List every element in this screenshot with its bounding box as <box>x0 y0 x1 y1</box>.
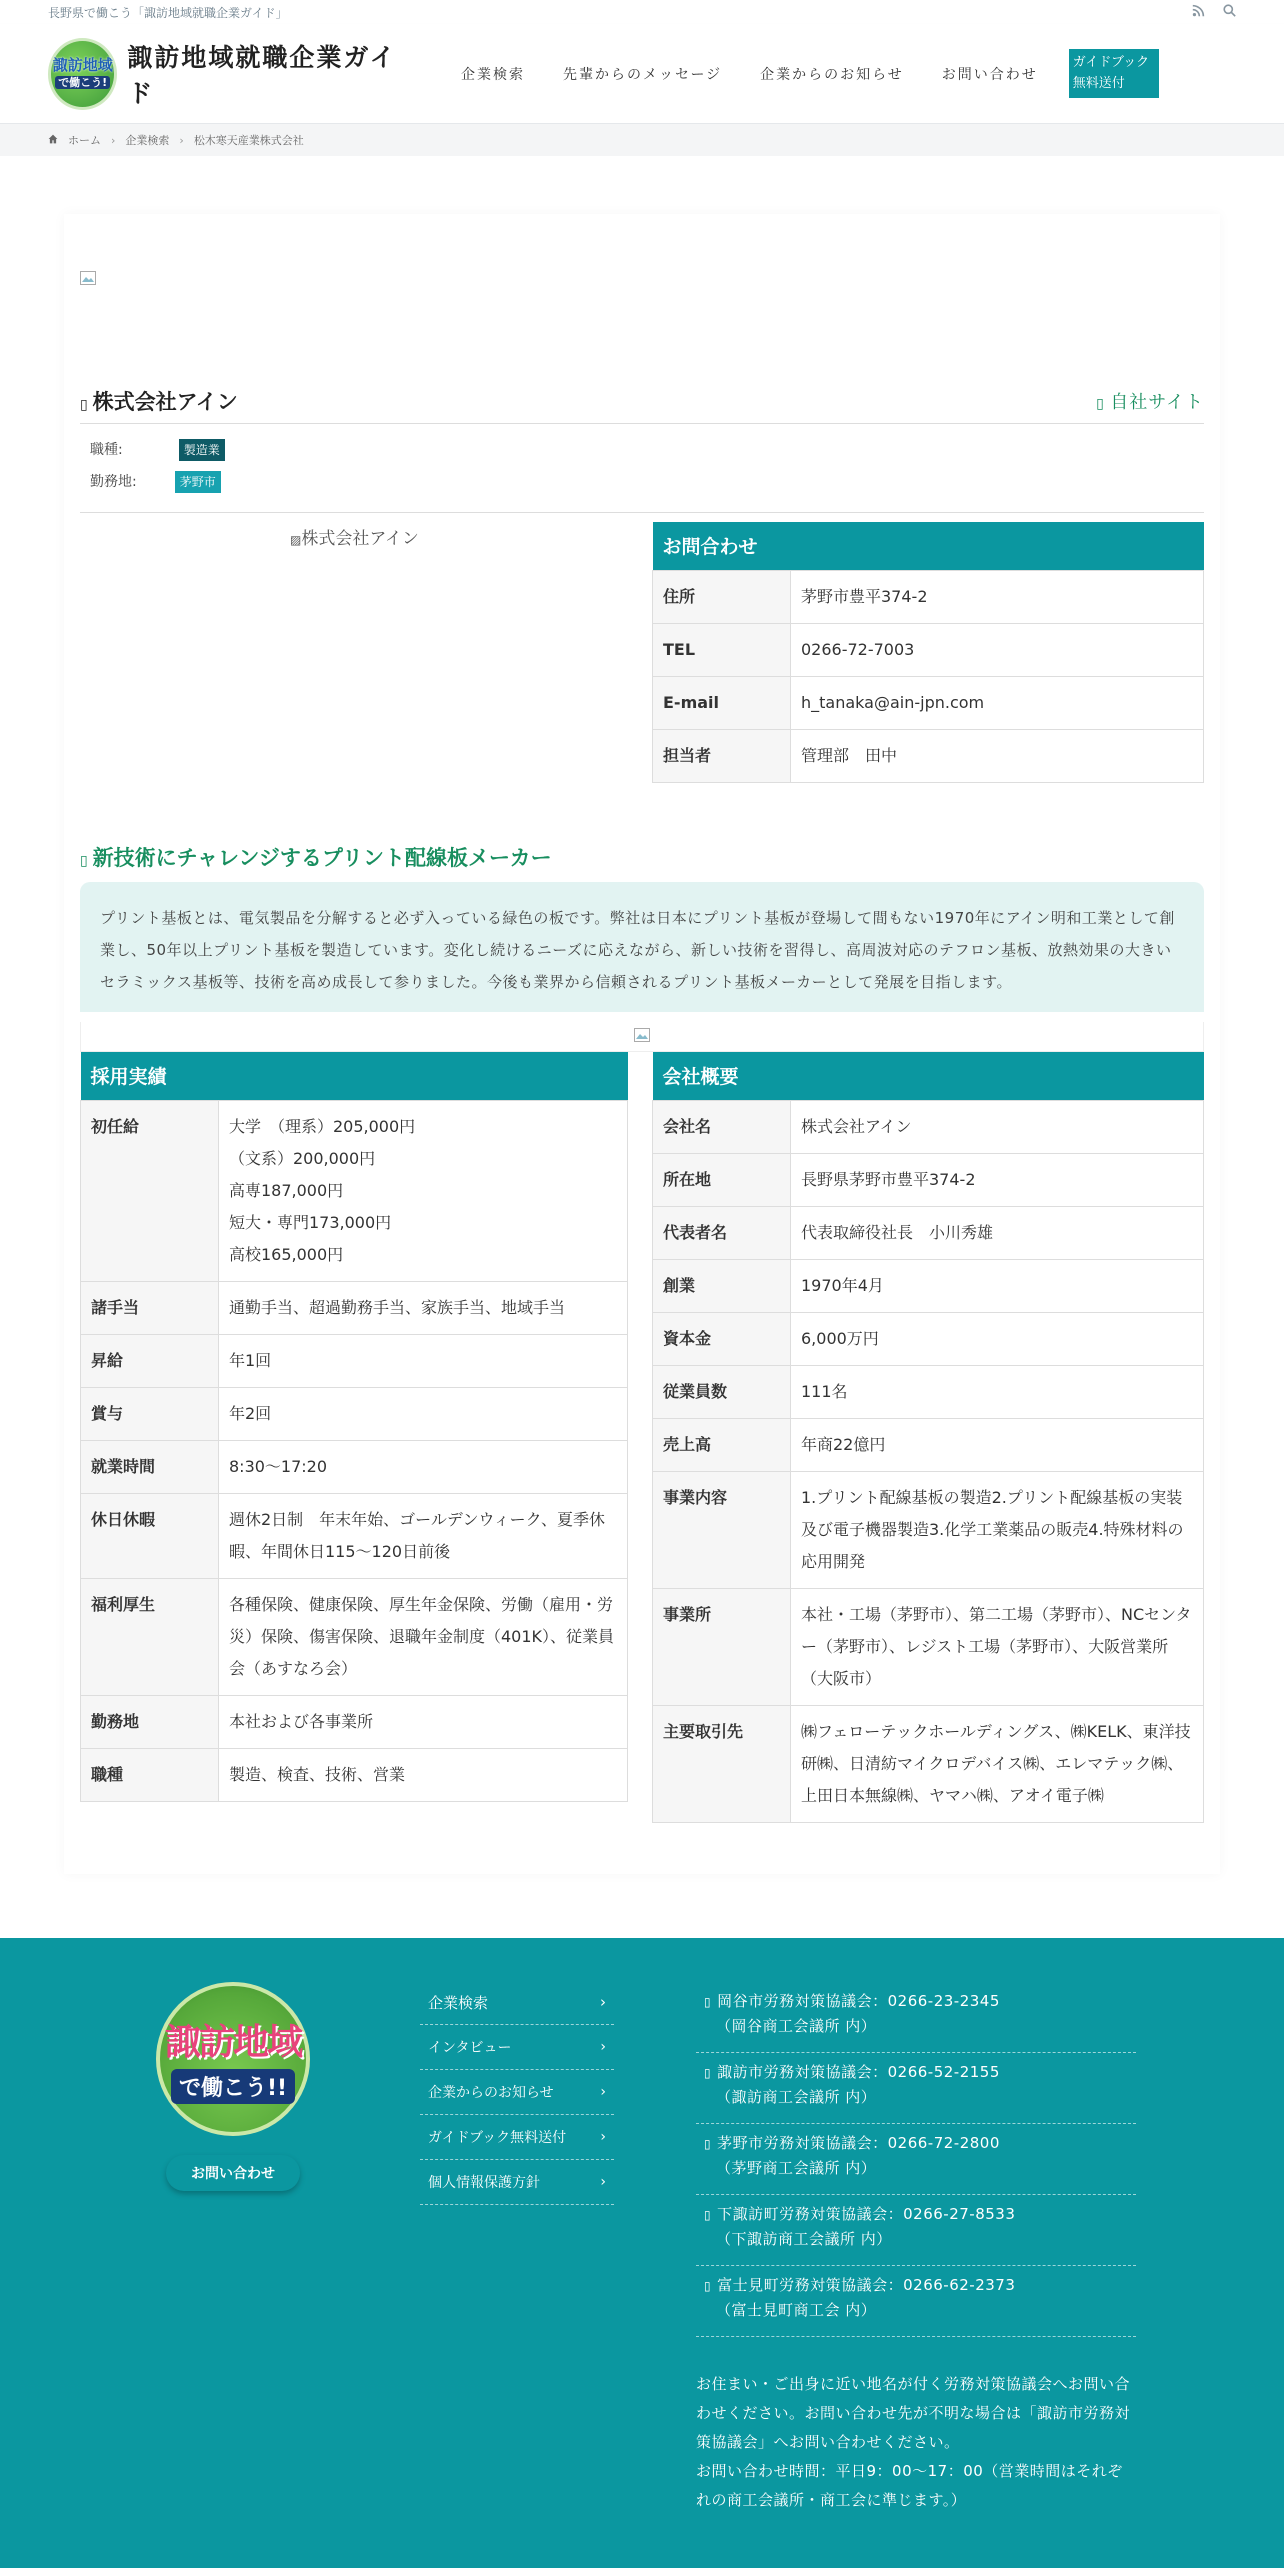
breadcrumb-home[interactable]: ホーム <box>68 134 101 147</box>
contact-value: 茅野市豊平374-2 <box>791 570 1204 623</box>
footer-link-privacy[interactable] <box>420 2160 614 2205</box>
table-row <box>81 1748 628 1801</box>
footer-logo-line1: 諏訪地域 <box>164 2022 301 2063</box>
chevron-right-icon: › <box>600 2129 606 2145</box>
footer-hours: お問い合わせ時間：平日9：00〜17：00（営業時間はそれぞれの商工会議所・商工会に準じます。） <box>696 2462 1123 2509</box>
site-header <box>0 24 1284 124</box>
main-content <box>64 214 1220 1874</box>
overview-value: 6,000万円 <box>791 1312 1204 1365</box>
salary-line: 高専187,000円 <box>229 1180 344 1200</box>
chevron-right-icon: › <box>179 133 184 147</box>
footer-contact-button[interactable]: お問い合わせ <box>166 2155 300 2191</box>
footer-link-interview[interactable] <box>420 2025 614 2070</box>
chevron-right-icon: › <box>600 1993 606 2011</box>
company-title-bar <box>80 378 1204 424</box>
footer-link-label: 個人情報保護方針 <box>428 2175 540 2191</box>
recruit-key: 福利厚生 <box>81 1578 219 1695</box>
overview-value: 111名 <box>791 1365 1204 1418</box>
logo-badge <box>48 38 117 110</box>
office-phone[interactable]: 下諏訪町労務対策協議会：0266-27-8533 <box>717 2205 1016 2223</box>
overview-key: 主要取引先 <box>653 1705 791 1822</box>
overview-value: 株式会社アイン <box>791 1100 1204 1153</box>
company-photo <box>290 524 419 549</box>
site-tagline: 長野県で働こう「諏訪地域就職企業ガイド」 <box>48 5 288 20</box>
contact-table <box>652 522 1204 783</box>
site-logo[interactable] <box>48 38 412 110</box>
top-icons <box>1192 4 1236 20</box>
main-nav <box>442 49 1159 99</box>
nav-senior-messages[interactable]: 先輩からのメッセージ <box>563 66 723 83</box>
recruit-key: 就業時間 <box>81 1440 219 1493</box>
overview-key: 創業 <box>653 1259 791 1312</box>
office-location: （下諏訪商工会議所 内） <box>716 2230 892 2248</box>
location-label: 勤務地: <box>90 474 137 490</box>
phone-icon: ▯ <box>704 2137 712 2151</box>
search-icon[interactable] <box>1223 4 1236 20</box>
table-row <box>653 729 1204 782</box>
contact-key: 住所 <box>653 570 791 623</box>
contact-email[interactable]: h_tanaka@ain-jpn.com <box>791 676 1204 729</box>
logo-text: 諏訪地域就職企業ガイド <box>127 42 397 108</box>
breadcrumb-company-search[interactable]: 企業検索 <box>125 134 170 147</box>
breadcrumb-current: 松木寒天産業株式会社 <box>193 134 304 147</box>
recruit-value: 年2回 <box>219 1387 628 1440</box>
external-link-icon: ▯ <box>1096 395 1111 412</box>
overview-key: 所在地 <box>653 1153 791 1206</box>
intro-image <box>80 1022 1204 1052</box>
recruit-value: 製造、検査、技術、営業 <box>219 1748 628 1801</box>
overview-value: 本社・工場（茅野市）、第二工場（茅野市）、NCセンター（茅野市）、レジスト工場（茅野市）、大阪営業所（大阪市） <box>791 1588 1204 1705</box>
company-detail <box>80 254 1204 1854</box>
nav-company-news[interactable]: 企業からのお知らせ <box>760 66 904 83</box>
breadcrumb <box>0 124 1284 156</box>
overview-title: 会社概要 <box>653 1052 1204 1100</box>
company-photo-alt: 株式会社アイン <box>301 529 419 549</box>
overview-key: 売上高 <box>653 1418 791 1471</box>
recruit-key: 職種 <box>81 1748 219 1801</box>
salary-line: 大学 （理系）205,000円 <box>229 1116 416 1136</box>
office-item <box>696 2053 1136 2124</box>
footer-link-label: ガイドブック無料送付 <box>428 2130 567 2146</box>
company-name <box>80 386 238 416</box>
footer-link-label: 企業検索 <box>428 1993 489 2012</box>
overview-value: 代表取締役社長 小川秀雄 <box>791 1206 1204 1259</box>
footer-note-text: お住まい・ご出身に近い地名が付く労務対策協議会へお問い合わせください。お問い合わせ先が不明な場合は「諏訪市労務対策協議会」へお問い合わせください。 <box>696 2375 1131 2451</box>
recruitment-title: 採用実績 <box>81 1052 628 1100</box>
building-icon: ▯ <box>80 396 93 413</box>
office-phone[interactable]: 茅野市労務対策協議会：0266-72-2800 <box>717 2134 1000 2152</box>
recruit-key: 昇給 <box>81 1334 219 1387</box>
catchphrase-text: 新技術にチャレンジするプリント配線板メーカー <box>92 846 552 870</box>
footer-link-company-search[interactable] <box>420 1980 614 2025</box>
table-row <box>653 1471 1204 1588</box>
table-row <box>81 1100 628 1281</box>
office-location: （岡谷商工会議所 内） <box>716 2017 877 2035</box>
broken-image-icon <box>80 270 96 289</box>
recruit-key: 賞与 <box>81 1387 219 1440</box>
recruitment-table <box>80 1052 628 1802</box>
footer-logo-line2: で働こう!! <box>171 2069 295 2104</box>
phone-icon: ▯ <box>704 2279 712 2293</box>
divider <box>80 512 1204 513</box>
chevron-right-icon: › <box>600 2039 606 2055</box>
overview-key: 資本金 <box>653 1312 791 1365</box>
broken-image-icon <box>634 1027 650 1046</box>
recruit-key: 諸手当 <box>81 1281 219 1334</box>
site-footer <box>0 1938 1284 2568</box>
footer-note <box>696 2370 1136 2515</box>
office-phone[interactable]: 諏訪市労務対策協議会：0266-52-2155 <box>717 2063 1000 2081</box>
footer-links <box>420 1980 614 2205</box>
table-row <box>653 1418 1204 1471</box>
recruit-value: 週休2日制 年末年始、ゴールデンウィーク、夏季休暇、年間休日115～120日前後 <box>219 1493 628 1578</box>
starting-salary <box>219 1100 628 1281</box>
phone-icon: ▯ <box>704 1995 712 2009</box>
nav-contact[interactable]: お問い合わせ <box>941 66 1038 83</box>
logo-badge-line1: 諏訪地域 <box>52 55 113 74</box>
table-row <box>81 1493 628 1578</box>
table-row <box>653 1206 1204 1259</box>
rss-icon[interactable] <box>1192 4 1205 20</box>
contact-key: E-mail <box>653 676 791 729</box>
table-row <box>653 570 1204 623</box>
office-phone[interactable]: 富士見町労務対策協議会：0266-62-2373 <box>717 2276 1016 2294</box>
location-row <box>90 466 225 498</box>
table-row <box>653 1588 1204 1705</box>
table-row <box>653 676 1204 729</box>
guidebook-request-button[interactable]: ガイドブック無料送付 <box>1069 49 1159 99</box>
chevron-right-icon: › <box>111 133 116 147</box>
footer-logo[interactable] <box>156 1982 310 2136</box>
company-name-text: 株式会社アイン <box>92 389 238 414</box>
office-item <box>696 2266 1136 2337</box>
recruit-value: 各種保険、健康保険、厚生年金保険、労働（雇用・労災）保険、傷害保険、退職年金制度（401K）、従業員会（あすなろ会） <box>219 1578 628 1695</box>
nav-company-search[interactable]: 企業検索 <box>461 66 525 83</box>
overview-key: 会社名 <box>653 1100 791 1153</box>
table-row <box>653 1365 1204 1418</box>
table-row <box>81 1578 628 1695</box>
table-row <box>81 1695 628 1748</box>
table-row <box>81 1334 628 1387</box>
footer-link-guidebook[interactable] <box>420 2115 614 2160</box>
salary-line: （文系）200,000円 <box>229 1148 376 1168</box>
footer-link-label: インタビュー <box>428 2040 512 2056</box>
contact-key: TEL <box>653 623 791 676</box>
overview-value: 1970年4月 <box>791 1259 1204 1312</box>
overview-value: 年商22億円 <box>791 1418 1204 1471</box>
office-item <box>696 2124 1136 2195</box>
overview-value: 1.プリント配線基板の製造2.プリント配線基板の実装及び電子機器製造3.化学工業薬品の販売4.特殊材料の応用開発 <box>791 1471 1204 1588</box>
recruit-value: 8:30～17:20 <box>219 1440 628 1493</box>
table-row <box>653 1100 1204 1153</box>
recruit-value: 年1回 <box>219 1334 628 1387</box>
office-location: （茅野商工会議所 内） <box>716 2159 877 2177</box>
recruit-value: 通勤手当、超過勤務手当、家族手当、地域手当 <box>219 1281 628 1334</box>
contact-value: 管理部 田中 <box>791 729 1204 782</box>
overview-key: 事業所 <box>653 1588 791 1705</box>
overview-value: ㈱フェローテックホールディングス、㈱KELK、東洋技研㈱、日清紡マイクロデバイス㈱、エレマテック㈱、上田日本無線㈱、ヤマハ㈱、アオイ電子㈱ <box>791 1705 1204 1822</box>
table-row <box>81 1387 628 1440</box>
salary-line: 高校165,000円 <box>229 1244 344 1264</box>
office-item <box>696 1982 1136 2053</box>
chevron-right-icon: › <box>600 2174 606 2190</box>
overview-key: 従業員数 <box>653 1365 791 1418</box>
table-row <box>653 1705 1204 1822</box>
footer-offices <box>696 1982 1136 2337</box>
recruit-key: 休日休暇 <box>81 1493 219 1578</box>
contact-value: 0266-72-7003 <box>791 623 1204 676</box>
company-site-link-label: 自社サイト <box>1110 391 1204 413</box>
industry-tag[interactable]: 製造業 <box>179 439 225 461</box>
top-bar <box>0 0 1284 24</box>
office-location: （諏訪商工会議所 内） <box>716 2088 877 2106</box>
table-row <box>653 1153 1204 1206</box>
company-overview-table <box>652 1052 1204 1823</box>
phone-icon: ▯ <box>704 2208 712 2222</box>
table-row <box>81 1440 628 1493</box>
location-tag[interactable]: 茅野市 <box>175 471 221 493</box>
phone-icon: ▯ <box>704 2066 712 2080</box>
industry-row <box>90 434 225 466</box>
logo-badge-line2: で働こう! <box>55 76 110 90</box>
table-row <box>653 1312 1204 1365</box>
table-row <box>81 1281 628 1334</box>
catchphrase <box>80 842 552 872</box>
footer-link-label: 企業からのお知らせ <box>428 2085 554 2101</box>
industry-label: 職種: <box>90 442 123 458</box>
contact-title: お問合わせ <box>653 522 1204 570</box>
office-item <box>696 2195 1136 2266</box>
broken-image-icon: ▨ <box>290 533 302 547</box>
recruit-key: 初任給 <box>81 1100 219 1281</box>
company-intro: プリント基板とは、電気製品を分解すると必ず入っている緑色の板です。弊社は日本にプリント基板が登場して間もない1970年にアイン明和工業として創業し、50年以上プリント基板を製造しています。変化し続けるニーズに応えながら、新しい技術を習得し、高周波対応のテフロン基板、放熱効果の大きいセラミックス基板等、技術を高め成長して参りました。今後も業界から信頼されるプリント基板メーカーとして発展を目指します。 <box>80 882 1204 1012</box>
recruit-value: 本社および各事業所 <box>219 1695 628 1748</box>
heading-icon: ▯ <box>80 853 93 869</box>
company-tags <box>90 434 225 498</box>
recruit-key: 勤務地 <box>81 1695 219 1748</box>
chevron-right-icon: › <box>600 2084 606 2100</box>
contact-key: 担当者 <box>653 729 791 782</box>
table-row <box>653 1259 1204 1312</box>
salary-line: 短大・専門173,000円 <box>229 1212 392 1232</box>
table-row <box>653 623 1204 676</box>
office-location: （富士見町商工会 内） <box>716 2301 877 2319</box>
footer-link-company-news[interactable] <box>420 2070 614 2115</box>
overview-key: 事業内容 <box>653 1471 791 1588</box>
overview-key: 代表者名 <box>653 1206 791 1259</box>
company-site-link[interactable] <box>1096 388 1204 414</box>
home-icon <box>48 134 58 147</box>
overview-value: 長野県茅野市豊平374-2 <box>791 1153 1204 1206</box>
office-phone[interactable]: 岡谷市労務対策協議会：0266-23-2345 <box>717 1992 1000 2010</box>
